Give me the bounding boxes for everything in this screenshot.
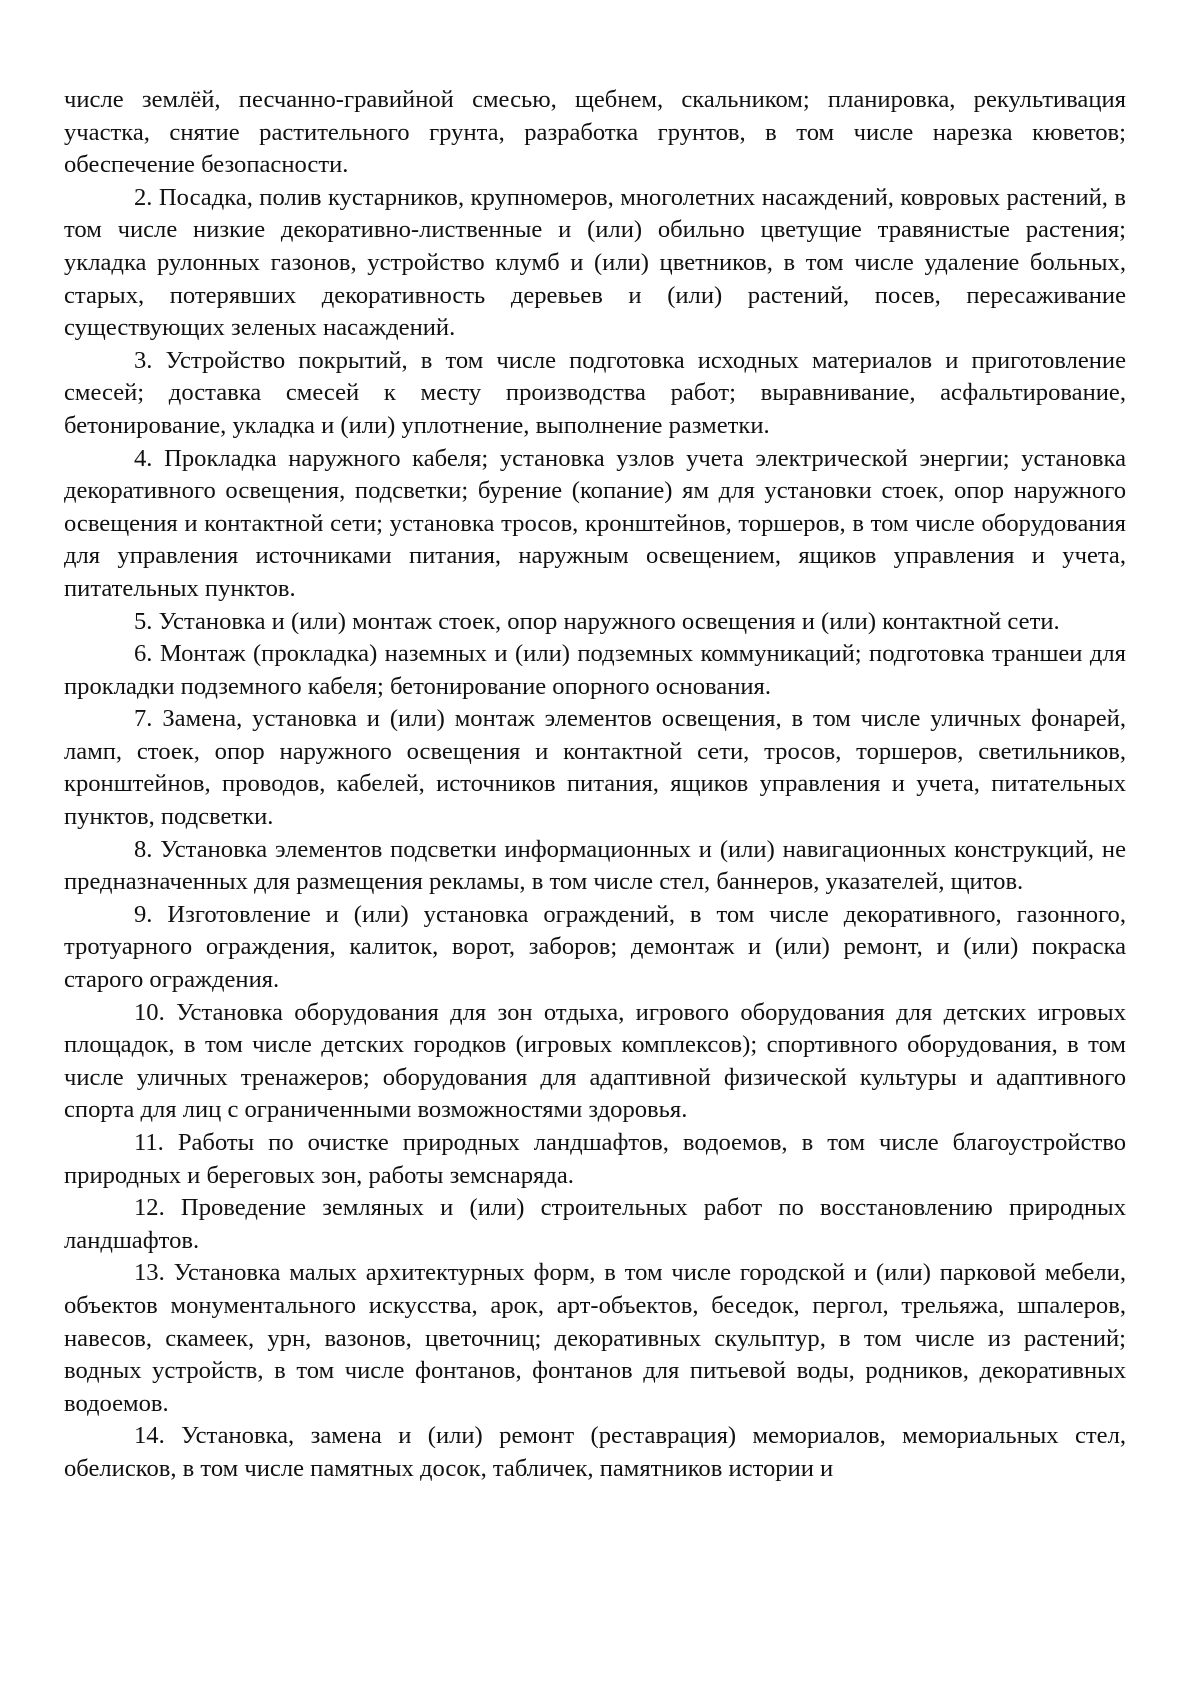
list-item: 8. Установка элементов подсветки информационных и (или) навигационных конструкций, не предназначенных для размещения рекламы, в том числе стел, баннеров, указателей, щитов.	[64, 835, 1126, 896]
list-item: 3. Устройство покрытий, в том числе подготовка исходных материалов и приготовление смесей; доставка смесей к месту производства работ; выравнивание, асфальтирование, бетонирование, укладка и (или) уплотнение, выполнение разметки.	[64, 346, 1126, 439]
list-item: 2. Посадка, полив кустарников, крупномеров, многолетних насаждений, ковровых растений, в том числе низкие декоративно-лиственные и (или) обильно цветущие травянистые растения; укладка рулонных газонов, устройство клумб и (или) цветников, в том числе удаление больных, старых, потерявших декоративность деревьев и (или) растений, посев, пересаживание существующих зеленых насаждений.	[64, 183, 1126, 342]
list-item: 6. Монтаж (прокладка) наземных и (или) подземных коммуникаций; подготовка траншеи для прокладки подземного кабеля; бетонирование опорного основания.	[64, 640, 1126, 700]
paragraph-continuation: числе землёй, песчанно-гравийной смесью, щебнем, скальником; планировка, рекультивация участка, снятие растительного грунта, разработка грунтов, в том числе нарезка кюветов; обеспечение безопасности.	[64, 86, 1126, 179]
list-item: 12. Проведение земляных и (или) строительных работ по восстановлению природных ландшафтов.	[64, 1194, 1126, 1254]
list-item: 9. Изготовление и (или) установка ограждений, в том числе декоративного, газонного, тротуарного ограждения, калиток, ворот, заборов; демонтаж и (или) ремонт, и (или) покраска старого ограждения.	[64, 900, 1126, 994]
document-page	[64, 84, 1126, 1486]
list-item: 10. Установка оборудования для зон отдыха, игрового оборудования для детских игровых площадок, в том числе детских городков (игровых комплексов); спортивного оборудования, в том числе уличных тренажеров; оборудования для адаптивной физической культуры и адаптивного спорта для лиц с ограниченными возможностями здоровья.	[64, 998, 1126, 1124]
list-item: 7. Замена, установка и (или) монтаж элементов освещения, в том числе уличных фонарей, ламп, стоек, опор наружного освещения и контактной сети, тросов, торшеров, светильников, кронштейнов, проводов, кабелей, источников питания, ящиков управления и учета, питательных пунктов, подсветки.	[64, 705, 1126, 831]
list-item: 11. Работы по очистке природных ландшафтов, водоемов, в том числе благоустройство природных и береговых зон, работы земснаряда.	[64, 1129, 1126, 1189]
list-item: 14. Установка, замена и (или) ремонт (реставрация) мемориалов, мемориальных стел, обелисков, в том числе памятных досок, табличек, памятников истории и	[64, 1422, 1126, 1482]
list-item: 4. Прокладка наружного кабеля; установка узлов учета электрической энергии; установка декоративного освещения, подсветки; бурение (копание) ям для установки стоек, опор наружного освещения и контактной сети; установка тросов, кронштейнов, торшеров, в том числе оборудования для управления источниками питания, наружным освещением, ящиков управления и учета, питательных пунктов.	[64, 444, 1126, 602]
list-item: 13. Установка малых архитектурных форм, в том числе городской и (или) парковой мебели, объектов монументального искусства, арок, арт-объектов, беседок, пергол, трельяжа, шпалеров, навесов, скамеек, урн, вазонов, цветочниц; декоративных скульптур, в том числе из растений; водных устройств, в том числе фонтанов, фонтанов для питьевой воды, родников, декоративных водоемов.	[64, 1259, 1126, 1417]
list-item: 5. Установка и (или) монтаж стоек, опор наружного освещения и (или) контактной сети.	[134, 607, 1060, 635]
